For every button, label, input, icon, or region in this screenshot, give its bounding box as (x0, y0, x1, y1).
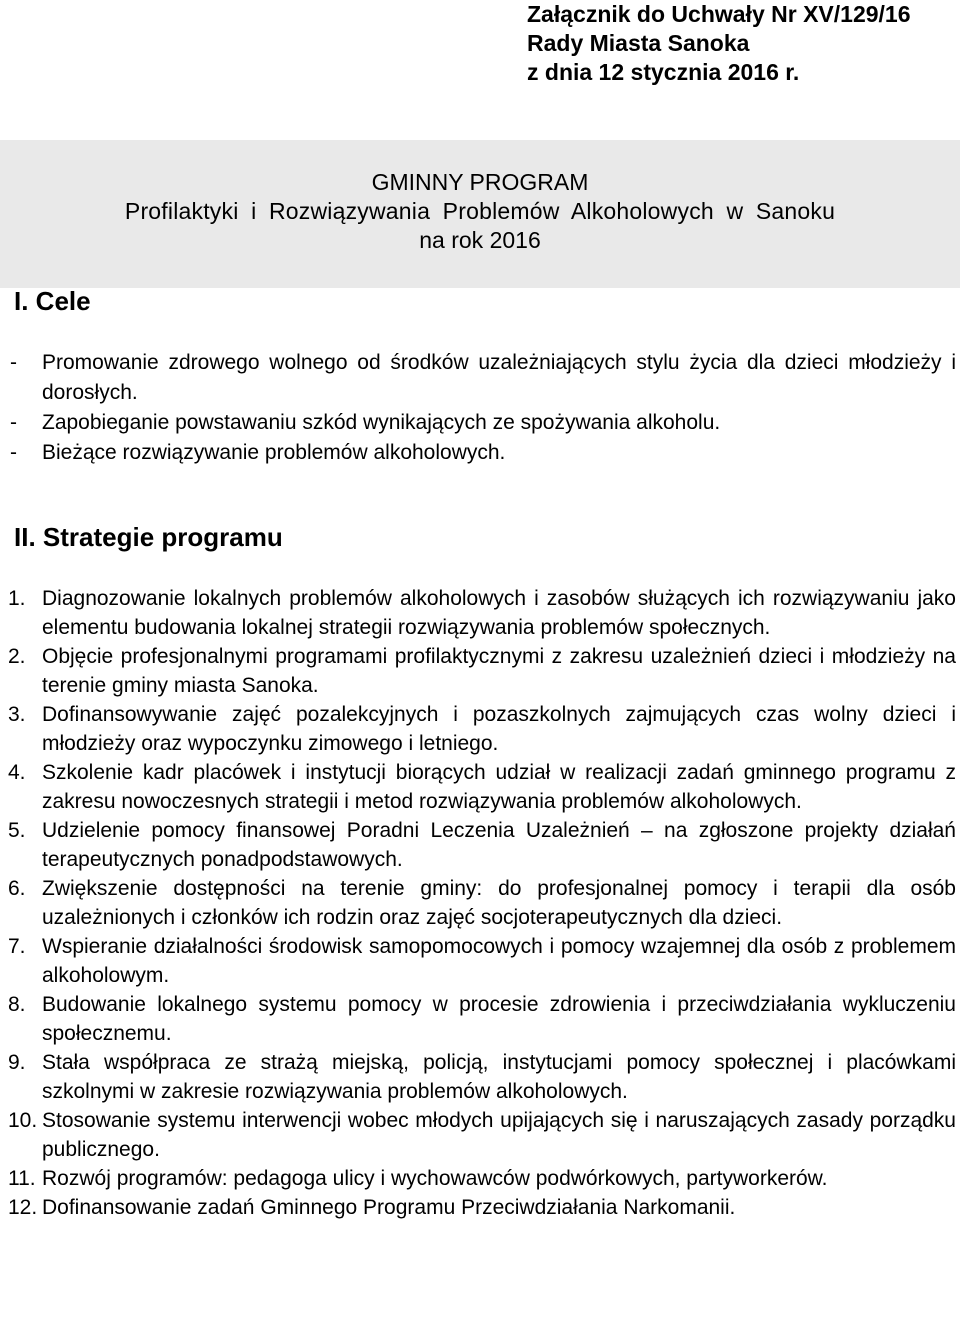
strategy-item (0, 1193, 960, 1222)
strategy-text: Budowanie lokalnego systemu pomocy w procesie zdrowienia i przeciwdziałania wykluczeniu społecznemu. (42, 993, 956, 1045)
goals-list (0, 348, 960, 468)
goal-text: Zapobieganie powstawaniu szkód wynikających ze spożywania alkoholu. (42, 411, 721, 434)
section-heading-goals: I. Cele (14, 286, 91, 316)
goal-text: Promowanie zdrowego wolnego od środków uzależniających stylu życia dla dzieci młodzieży i dorosłych. (42, 351, 956, 404)
annex-header (527, 0, 911, 87)
annex-line-1: Załącznik do Uchwały Nr XV/129/16 (527, 1, 911, 27)
document-title (0, 168, 960, 255)
title-line-1: GMINNY PROGRAM (371, 169, 589, 195)
strategy-item (0, 584, 960, 642)
strategy-text: Dofinansowanie zadań Gminnego Programu Przeciwdziałania Narkomanii. (42, 1196, 736, 1219)
strategy-item (0, 642, 960, 700)
strategy-text: Wspieranie działalności środowisk samopomocowych i pomocy wzajemnej dla osób z problemem alkoholowym. (42, 935, 956, 987)
strategy-number: 11. (8, 1167, 36, 1190)
strategy-item (0, 932, 960, 990)
strategy-number: 8. (8, 993, 26, 1016)
strategy-number: 12. (8, 1196, 38, 1219)
goal-item (0, 348, 960, 408)
strategy-text: Dofinansowywanie zajęć pozalekcyjnych i pozaszkolnych zajmujących czas wolny dzieci i młodzieży oraz wypoczynku zimowego i letniego. (42, 703, 956, 755)
section-heading-strategies: II. Strategie programu (14, 522, 283, 552)
strategy-item (0, 816, 960, 874)
strategy-number: 3. (8, 703, 26, 726)
strategy-text: Stosowanie systemu interwencji wobec młodych upijających się i naruszających zasady porządku publicznego. (42, 1109, 956, 1161)
strategy-number: 5. (8, 819, 26, 842)
strategy-number: 10. (8, 1109, 38, 1132)
strategy-number: 1. (8, 587, 26, 610)
strategy-text: Udzielenie pomocy finansowej Poradni Leczenia Uzależnień – na zgłoszone projekty działań terapeutycznych ponadpodstawowych. (42, 819, 956, 871)
goal-bullet: - (10, 441, 17, 464)
strategies-list (0, 584, 960, 1222)
strategy-number: 6. (8, 877, 26, 900)
strategy-text: Objęcie profesjonalnymi programami profilaktycznymi z zakresu uzależnień dzieci i młodzieży na terenie gminy miasta Sanoka. (42, 645, 956, 697)
strategy-text: Zwiększenie dostępności na terenie gminy: do profesjonalnej pomocy i terapii dla osób uzależnionych i członków ich rodzin oraz zajęć socjoterapeutycznych dla dzieci. (42, 877, 956, 929)
strategy-number: 7. (8, 935, 26, 958)
strategy-item (0, 1106, 960, 1164)
goal-item (0, 408, 960, 438)
strategy-text: Diagnozowanie lokalnych problemów alkoholowych i zasobów służących ich rozwiązywaniu jako elementu budowania lokalnej strategii rozwiązywania problemów społecznych. (42, 587, 956, 639)
strategy-text: Szkolenie kadr placówek i instytucji biorących udział w realizacji zadań gminnego programu z zakresu nowoczesnych strategii i metod rozwiązywania problemów alkoholowych. (42, 761, 956, 813)
goal-item (0, 438, 960, 468)
strategy-text: Stała współpraca ze strażą miejską, policją, instytucjami pomocy społecznej i placówkami szkolnymi w zakresie rozwiązywania problemów alkoholowych. (42, 1051, 956, 1103)
goal-bullet: - (10, 351, 17, 374)
strategy-item (0, 1164, 960, 1193)
strategy-item (0, 758, 960, 816)
title-line-2: Profilaktyki i Rozwiązywania Problemów Alkoholowych w Sanoku (124, 198, 836, 224)
goal-text: Bieżące rozwiązywanie problemów alkoholowych. (42, 441, 506, 464)
title-line-3: na rok 2016 (419, 227, 541, 253)
annex-line-3: z dnia 12 stycznia 2016 r. (527, 59, 800, 85)
strategy-number: 9. (8, 1051, 26, 1074)
strategy-item (0, 874, 960, 932)
annex-line-2: Rady Miasta Sanoka (527, 30, 750, 56)
goal-bullet: - (10, 411, 17, 434)
strategy-text: Rozwój programów: pedagoga ulicy i wychowawców podwórkowych, partyworkerów. (42, 1167, 828, 1190)
strategy-number: 4. (8, 761, 26, 784)
strategy-number: 2. (8, 645, 26, 668)
strategy-item (0, 700, 960, 758)
strategy-item (0, 990, 960, 1048)
strategy-item (0, 1048, 960, 1106)
